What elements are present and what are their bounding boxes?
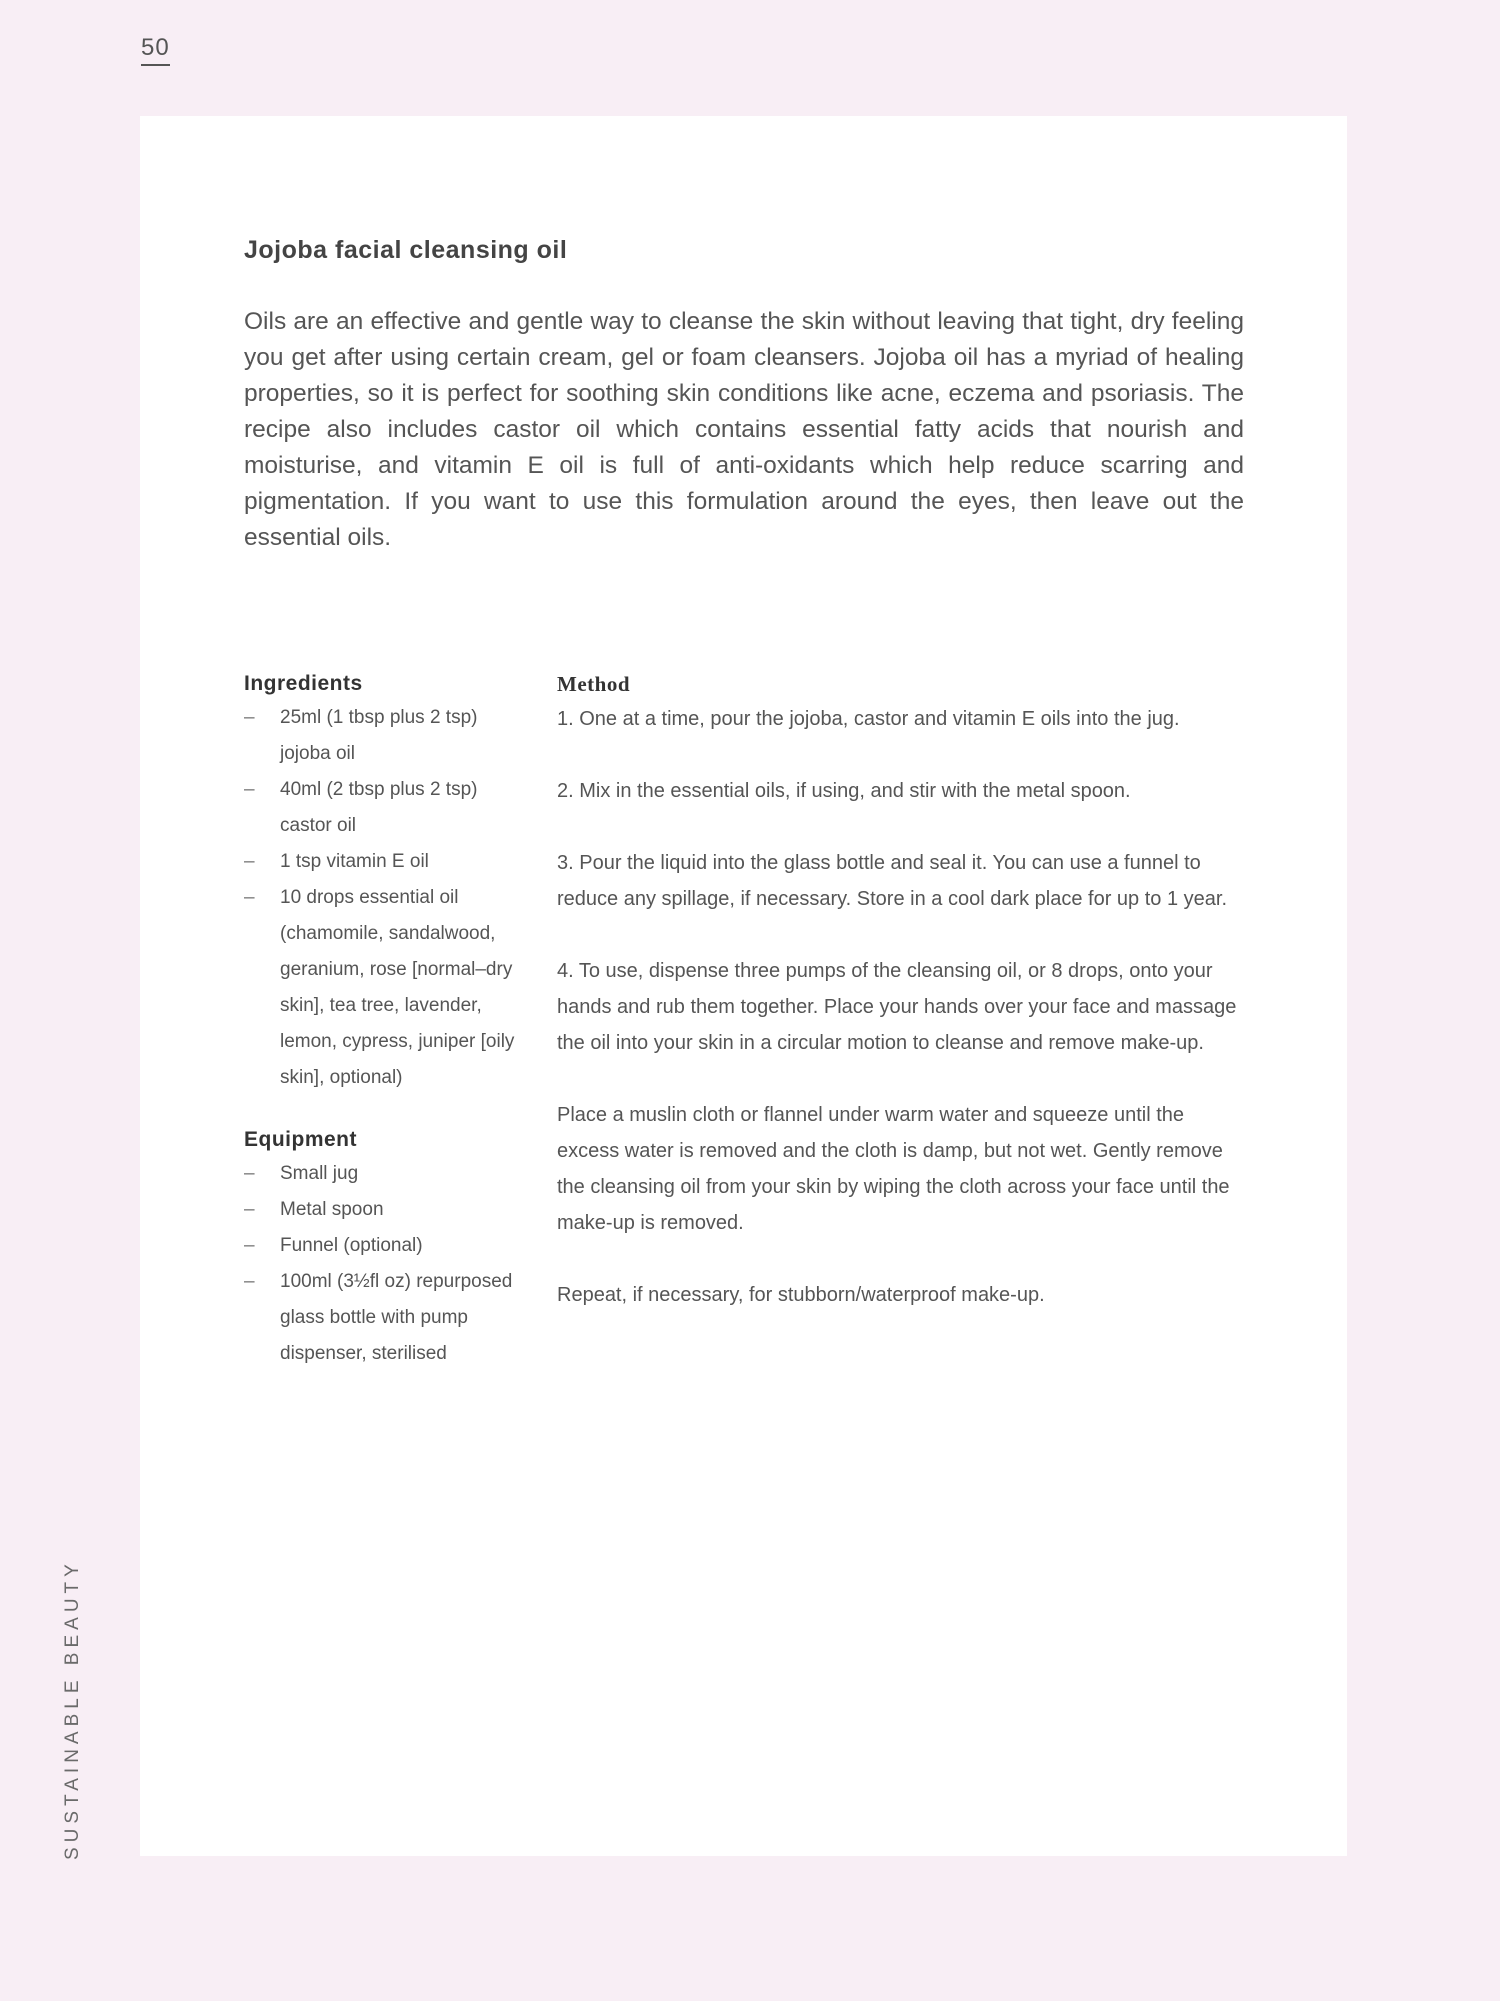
method-step: 2. Mix in the essential oils, if using, and stir with the metal spoon.: [557, 780, 1131, 802]
equipment-list: [244, 1156, 524, 1372]
method-step: 4. To use, dispense three pumps of the cleansing oil, or 8 drops, onto your hands and rub them together. Place your hands over your face and massage the oil into your skin in a circular motion to cleanse and remove make-up.: [557, 960, 1237, 1054]
recipe-title: Jojoba facial cleansing oil: [244, 236, 568, 264]
recipe-card: [140, 116, 1347, 1856]
method-step: 3. Pour the liquid into the glass bottle and seal it. You can use a funnel to reduce any spillage, if necessary. Store in a cool dark place for up to 1 year.: [557, 852, 1227, 910]
equipment-item: – Metal spoon: [244, 1192, 524, 1228]
recipe-intro: Oils are an effective and gentle way to cleanse the skin without leaving that tight, dry feeling you get after using certain cream, gel or foam cleansers. Jojoba oil has a myriad of healing properties, so it is perfect for soothing skin conditions like acne, eczema and psoriasis. The recipe also includes castor oil which contains essential fatty acids that nourish and moisturise, and vitamin E oil is full of anti-oxidants which help reduce scarring and pigmentation. If you want to use this formulation around the eyes, then leave out the essential oils.: [244, 308, 1244, 551]
ingredients-list: [244, 700, 524, 1096]
equipment-item: – Funnel (optional): [244, 1228, 524, 1264]
method-heading: Method: [557, 672, 630, 696]
equipment-item: – 100ml (3½fl oz) repurposed glass bottle with pump dispenser, sterilised: [244, 1264, 524, 1372]
ingredients-heading: Ingredients: [244, 672, 363, 695]
ingredient-item: – 10 drops essential oil (chamomile, sandalwood, geranium, rose [normal–dry skin], tea tree, lavender, lemon, cypress, juniper [oily skin], optional): [244, 880, 524, 1096]
ingredient-item: – 40ml (2 tbsp plus 2 tsp) castor oil: [244, 772, 524, 844]
equipment-heading: Equipment: [244, 1128, 357, 1151]
method-column: [557, 672, 1247, 1349]
method-step: Place a muslin cloth or flannel under warm water and squeeze until the excess water is removed and the cloth is damp, but not wet. Gently remove the cleansing oil from your skin by wiping the cloth across your face until the make-up is removed.: [557, 1104, 1230, 1234]
method-step: Repeat, if necessary, for stubborn/waterproof make-up.: [557, 1284, 1045, 1306]
section-side-label: SUSTAINABLE BEAUTY: [62, 1559, 83, 1860]
ingredient-item: – 1 tsp vitamin E oil: [244, 844, 524, 880]
method-step: 1. One at a time, pour the jojoba, castor and vitamin E oils into the jug.: [557, 708, 1180, 730]
ingredients-column: [244, 672, 524, 1404]
equipment-item: – Small jug: [244, 1156, 524, 1192]
ingredient-item: – 25ml (1 tbsp plus 2 tsp) jojoba oil: [244, 700, 524, 772]
page-number: 50: [141, 34, 170, 66]
